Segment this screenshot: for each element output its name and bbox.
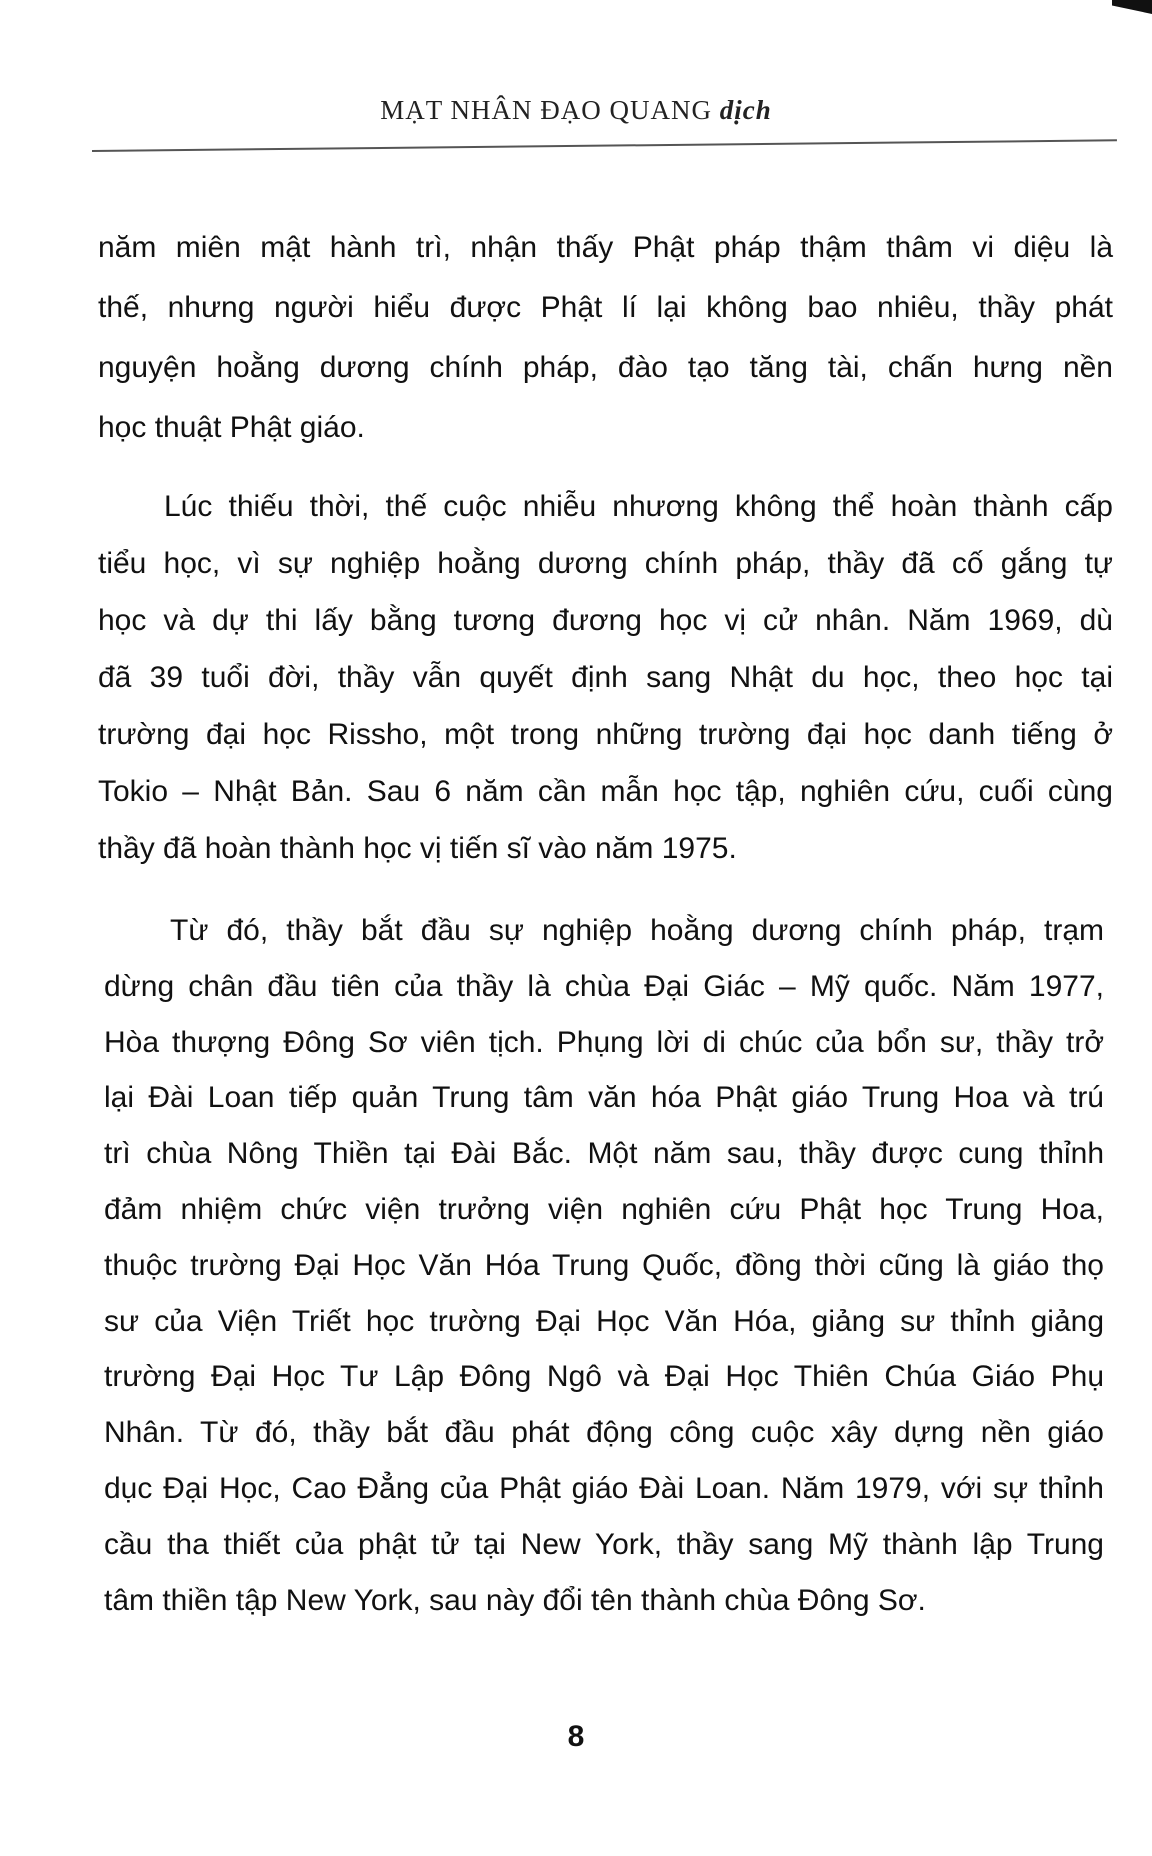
paragraph-1 [98,218,1113,458]
text-line: tâm thiền tập New York, sau này đổi tên thành chùa Đông Sơ. [104,1583,926,1617]
text-line: lại Đài Loan tiếp quản Trung tâm văn hóa Phật giáo Trung Hoa và trú [104,1081,1104,1115]
text-line: Nhân. Từ đó, thầy bắt đầu phát động công cuộc xây dựng nền giáo [104,1416,1104,1450]
text-line: trì chùa Nông Thiền tại Đài Bắc. Một năm sau, thầy được cung thỉnh [104,1137,1104,1171]
text-line: trường Đại Học Tư Lập Đông Ngô và Đại Học Thiên Chúa Giáo Phụ [104,1360,1104,1394]
header-rule [92,139,1117,152]
text-line: trường đại học Rissho, một trong những trường đại học danh tiếng ở [98,718,1113,751]
text-line: đảm nhiệm chức viện trưởng viện nghiên cứu Phật học Trung Hoa, [104,1192,1104,1226]
text-line: học và dự thi lấy bằng tương đương học vị cử nhân. Năm 1969, dù [98,604,1113,637]
paragraph-3 [104,903,1104,1628]
text-line: đã 39 tuổi đời, thầy vẫn quyết định sang Nhật du học, theo học tại [98,661,1113,694]
text-line: cầu tha thiết của phật tử tại New York, thầy sang Mỹ thành lập Trung [104,1527,1104,1561]
text-line: Từ đó, thầy bắt đầu sự nghiệp hoằng dương chính pháp, trạm [170,914,1104,947]
text-line: thầy đã hoàn thành học vị tiến sĩ vào năm 1975. [98,832,737,865]
paragraph-2 [98,478,1113,877]
text-line: nguyện hoằng dương chính pháp, đào tạo tăng tài, chấn hưng nền [98,351,1113,384]
text-line: Tokio – Nhật Bản. Sau 6 năm cần mẫn học tập, nghiên cứu, cuối cùng [98,775,1113,808]
text-line: thuộc trường Đại Học Văn Hóa Trung Quốc, đồng thời cũng là giáo thọ [104,1248,1104,1282]
text-line: học thuật Phật giáo. [98,411,365,444]
page-number: 8 [567,1720,585,1753]
text-line: tiểu học, vì sự nghiệp hoằng dương chính pháp, thầy đã cố gắng tự [98,547,1113,580]
scan-edge-mark [1112,0,1152,14]
text-line: Hòa thượng Đông Sơ viên tịch. Phụng lời di chúc của bổn sư, thầy trở [104,1025,1104,1059]
text-line: thế, nhưng người hiểu được Phật lí lại không bao nhiêu, thầy phát [98,291,1113,324]
text-line: năm miên mật hành trì, nhận thấy Phật pháp thậm thâm vi diệu là [98,231,1113,264]
text-line: dục Đại Học, Cao Đẳng của Phật giáo Đài Loan. Năm 1979, với sự thỉnh [104,1471,1104,1505]
header-title: MẠT NHÂN ĐẠO QUANG [380,95,712,125]
text-line: dừng chân đầu tiên của thầy là chùa Đại Giác – Mỹ quốc. Năm 1977, [104,969,1104,1003]
header-suffix: dịch [719,95,772,125]
running-header [0,95,1152,126]
text-line: sư của Viện Triết học trường Đại Học Văn Hóa, giảng sư thỉnh giảng [104,1304,1104,1338]
text-line: Lúc thiếu thời, thế cuộc nhiễu nhương không thể hoàn thành cấp [164,490,1113,523]
